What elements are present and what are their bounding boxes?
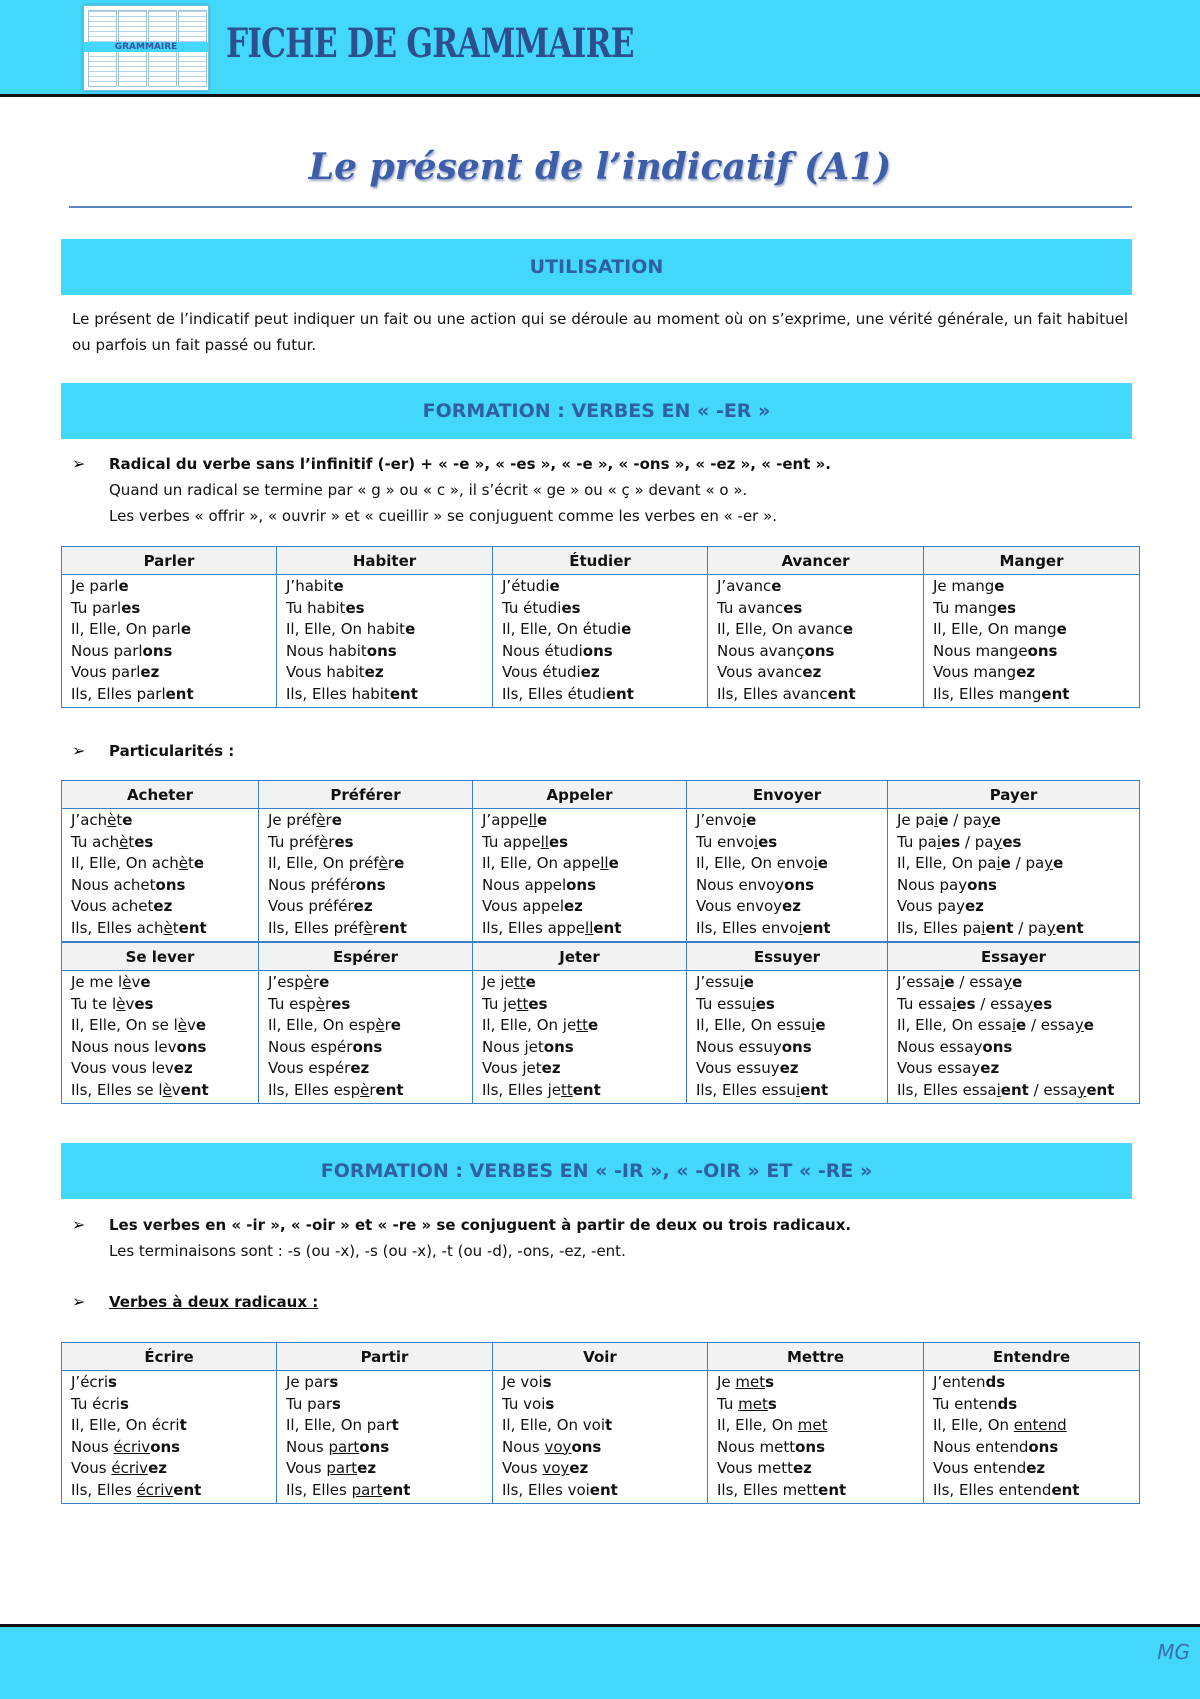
conjugation-line: Vous espérez xyxy=(268,1059,370,1078)
section-heading-er xyxy=(61,383,1132,439)
table-header-row xyxy=(62,1343,1140,1371)
conjugation-line: Nous mangeons xyxy=(933,641,1058,660)
conjugation-line: Je me lève xyxy=(71,973,151,991)
utilisation-text: Le présent de l’indicatif peut indiquer un fait ou une action qui se déroule au moment où on s’exprime, une vérité générale, un fait habituel ou parfois un fait passé ou futur. xyxy=(72,310,1128,354)
verb-header: Essuyer xyxy=(687,943,888,971)
conjugation-line: Ils, Elles parlent xyxy=(71,684,194,703)
verb-header: Habiter xyxy=(277,547,493,575)
ir-rule: Les verbes en « -ir », « -oir » et « -re » se conjuguent à partir de deux ou trois radicaux. xyxy=(109,1216,852,1234)
conjugation-cell xyxy=(493,575,708,708)
er-rule-bullet xyxy=(72,451,1132,531)
conjugation-line: Vous essuyez xyxy=(696,1059,799,1078)
verb-header: Voir xyxy=(493,1343,708,1371)
verb-header: Entendre xyxy=(924,1343,1140,1371)
conjugation-line: Vous préférez xyxy=(268,897,373,916)
conjugation-cell xyxy=(62,575,277,708)
conjugation-line: Il, Elle, On se lève xyxy=(71,1016,207,1035)
er-note-2: Les verbes « offrir », « ouvrir » et « cueillir » se conjuguent comme les verbes en « -er ». xyxy=(109,507,778,525)
author-initials: MG xyxy=(1157,1640,1190,1664)
conjugation-line: Je mange xyxy=(933,577,1005,595)
conjugation-line: Tu préfères xyxy=(268,832,354,851)
conjugation-cell xyxy=(259,809,473,942)
conjugation-line: Tu paies / payes xyxy=(897,832,1022,851)
conjugation-line: Tu habites xyxy=(286,598,365,617)
conjugation-cell xyxy=(924,575,1140,708)
conjugation-cell xyxy=(62,1371,277,1504)
conjugation-line: Nous habitons xyxy=(286,641,397,660)
thumbnail-label: GRAMMAIRE xyxy=(114,42,178,52)
conjugation-line: Il, Elle, On appelle xyxy=(482,854,619,873)
conjugation-line: Ils, Elles envoient xyxy=(696,918,831,937)
conjugation-line: Il, Elle, On essaie / essaye xyxy=(897,1016,1094,1035)
conjugation-line: Ils, Elles paient / payent xyxy=(897,918,1084,937)
conjugation-line: Il, Elle, On habite xyxy=(286,620,416,639)
conjugation-line: Il, Elle, On écrit xyxy=(71,1416,187,1435)
conjugation-line: Vous appelez xyxy=(482,897,583,916)
conjugation-cell xyxy=(493,1371,708,1504)
conjugation-line: Tu espères xyxy=(268,994,351,1013)
footer-bar xyxy=(0,1624,1200,1699)
conjugation-cell xyxy=(924,1371,1140,1504)
conjugation-line: Il, Elle, On mange xyxy=(933,620,1067,639)
conjugation-line: Nous achetons xyxy=(71,875,186,894)
conjugation-line: Je paie / paye xyxy=(897,811,1001,829)
conjugation-line: J’écris xyxy=(71,1373,117,1391)
conjugation-line: Je jette xyxy=(482,973,536,991)
page-title: Le présent de l’indicatif (A1) xyxy=(308,146,892,188)
conjugation-cell xyxy=(888,809,1140,942)
verb-header: Étudier xyxy=(493,547,708,575)
table-body-row xyxy=(62,575,1140,708)
conjugation-line: J’appelle xyxy=(482,811,548,829)
conjugation-line: Nous mettons xyxy=(717,1437,826,1456)
conjugation-line: Tu vois xyxy=(502,1394,555,1413)
conjugation-line: Vous jetez xyxy=(482,1059,561,1078)
conjugation-line: Tu entends xyxy=(933,1394,1018,1413)
section-heading-text: UTILISATION xyxy=(529,256,664,278)
conjugation-line: Tu parles xyxy=(71,598,141,617)
conjugation-cell xyxy=(687,971,888,1104)
conjugation-line: Nous essayons xyxy=(897,1037,1013,1056)
conjugation-line: Vous achetez xyxy=(71,897,173,916)
conjugation-line: Vous essayez xyxy=(897,1059,1000,1078)
ir-rule-bullet xyxy=(72,1212,1132,1266)
particularites-label: Particularités : xyxy=(109,742,235,760)
conjugation-line: J’achète xyxy=(71,811,133,829)
conjugation-cell xyxy=(62,809,259,942)
conjugation-line: Il, Elle, On voit xyxy=(502,1416,613,1435)
regular-verbs-table xyxy=(61,546,1140,708)
conjugation-line: Ils, Elles achètent xyxy=(71,918,207,937)
conjugation-line: Vous étudiez xyxy=(502,663,600,682)
conjugation-line: Tu appelles xyxy=(482,832,569,851)
particular-verbs-table-1 xyxy=(61,780,1140,942)
conjugation-line: Vous avancez xyxy=(717,663,822,682)
conjugation-line: Ils, Elles essuient xyxy=(696,1080,829,1099)
verb-header: Acheter xyxy=(62,781,259,809)
conjugation-line: Ils, Elles se lèvent xyxy=(71,1080,209,1099)
arrow-bullet-icon: ➢ xyxy=(72,741,86,760)
conjugation-cell xyxy=(708,1371,924,1504)
conjugation-line: Ils, Elles essaient / essayent xyxy=(897,1080,1115,1099)
conjugation-line: Tu mets xyxy=(717,1394,777,1413)
conjugation-line: Tu essuies xyxy=(696,994,775,1013)
conjugation-line: Il, Elle, On paie / paye xyxy=(897,854,1064,873)
conjugation-line: Tu achètes xyxy=(71,832,154,851)
conjugation-line: Ils, Elles étudient xyxy=(502,684,634,703)
verb-header: Appeler xyxy=(473,781,687,809)
verb-header: Payer xyxy=(888,781,1140,809)
conjugation-cell xyxy=(687,809,888,942)
verb-header: Essayer xyxy=(888,943,1140,971)
conjugation-cell xyxy=(259,971,473,1104)
conjugation-line: Ils, Elles jettent xyxy=(482,1080,601,1099)
verb-header: Écrire xyxy=(62,1343,277,1371)
arrow-bullet-icon: ➢ xyxy=(72,454,86,473)
arrow-bullet-icon: ➢ xyxy=(72,1215,86,1234)
conjugation-line: Tu te lèves xyxy=(71,994,154,1013)
conjugation-line: Il, Elle, On essuie xyxy=(696,1016,826,1035)
table-body-row xyxy=(62,809,1140,942)
conjugation-line: Nous envoyons xyxy=(696,875,815,894)
conjugation-line: Ils, Elles mettent xyxy=(717,1480,847,1499)
conjugation-line: Vous mettez xyxy=(717,1459,812,1478)
conjugation-line: Ils, Elles préfèrent xyxy=(268,918,407,937)
section-heading-text: FORMATION : VERBES EN « -IR », « -OIR » ET « -RE » xyxy=(320,1160,873,1182)
conjugation-line: Vous parlez xyxy=(71,663,160,682)
conjugation-line: Il, Elle, On jette xyxy=(482,1016,599,1035)
conjugation-cell xyxy=(888,971,1140,1104)
particular-verbs-table-2 xyxy=(61,942,1140,1104)
verb-header: Partir xyxy=(277,1343,493,1371)
conjugation-line: J’essaie / essaye xyxy=(897,973,1023,991)
title-divider xyxy=(69,206,1132,208)
conjugation-line: Nous espérons xyxy=(268,1037,383,1056)
verb-header: Mettre xyxy=(708,1343,924,1371)
conjugation-line: Il, Elle, On préfère xyxy=(268,854,405,873)
conjugation-line: Nous étudions xyxy=(502,641,613,660)
app-title: FICHE DE GRAMMAIRE xyxy=(226,20,634,67)
er-rule-endings: (-er) + « -e », « -es », « -e », « -ons », « -ez », « -ent ». xyxy=(372,455,832,473)
conjugation-cell xyxy=(473,971,687,1104)
conjugation-line: Vous entendez xyxy=(933,1459,1046,1478)
conjugation-cell xyxy=(473,809,687,942)
conjugation-line: Ils, Elles appellent xyxy=(482,918,622,937)
conjugation-line: Tu pars xyxy=(286,1394,341,1413)
conjugation-line: Ils, Elles mangent xyxy=(933,684,1070,703)
conjugation-line: Il, Elle, On envoie xyxy=(696,854,828,873)
conjugation-cell xyxy=(277,575,493,708)
conjugation-line: Ils, Elles avancent xyxy=(717,684,856,703)
verb-header: Se lever xyxy=(62,943,259,971)
conjugation-line: Il, Elle, On avance xyxy=(717,620,853,639)
er-note-1: Quand un radical se termine par « g » ou « c », il s’écrit « ge » ou « ç » devant « o ». xyxy=(109,481,748,499)
section-heading-ir xyxy=(61,1143,1132,1199)
section-heading-text: FORMATION : VERBES EN « -ER » xyxy=(422,400,771,422)
verb-header: Préférer xyxy=(259,781,473,809)
verb-header: Espérer xyxy=(259,943,473,971)
table-header-row xyxy=(62,547,1140,575)
table-body-row xyxy=(62,1371,1140,1504)
two-stems-bullet xyxy=(72,1289,1132,1315)
conjugation-line: Je mets xyxy=(717,1373,775,1391)
conjugation-line: Vous voyez xyxy=(502,1459,589,1478)
two-stem-verbs-table xyxy=(61,1342,1140,1504)
verb-header: Envoyer xyxy=(687,781,888,809)
worksheet-thumbnail-icon xyxy=(83,5,209,91)
conjugation-line: Ils, Elles espèrent xyxy=(268,1080,404,1099)
conjugation-line: J’habite xyxy=(286,577,344,595)
conjugation-line: Tu étudies xyxy=(502,598,581,617)
conjugation-line: Vous partez xyxy=(286,1459,377,1478)
conjugation-cell xyxy=(708,575,924,708)
conjugation-line: Tu essaies / essayes xyxy=(897,994,1053,1013)
er-rule-label: Radical du verbe sans l’infinitif xyxy=(109,455,373,473)
conjugation-line: Il, Elle, On part xyxy=(286,1416,399,1435)
ir-terminaisons: Les terminaisons sont : -s (ou -x), -s (ou -x), -t (ou -d), -ons, -ez, -ent. xyxy=(109,1242,626,1260)
conjugation-line: Ils, Elles entendent xyxy=(933,1480,1080,1499)
conjugation-line: Nous écrivons xyxy=(71,1437,181,1456)
conjugation-line: Ils, Elles partent xyxy=(286,1480,411,1499)
table-header-row xyxy=(62,781,1140,809)
conjugation-line: Tu jettes xyxy=(482,994,548,1013)
conjugation-line: Nous entendons xyxy=(933,1437,1059,1456)
conjugation-line: Vous envoyez xyxy=(696,897,801,916)
conjugation-line: Il, Elle, On espère xyxy=(268,1016,401,1035)
conjugation-line: Nous parlons xyxy=(71,641,173,660)
conjugation-line: Vous mangez xyxy=(933,663,1036,682)
conjugation-line: Je préfère xyxy=(268,811,342,829)
conjugation-line: Nous avançons xyxy=(717,641,835,660)
conjugation-line: Tu manges xyxy=(933,598,1017,617)
section-heading-utilisation xyxy=(61,239,1132,295)
conjugation-line: Vous écrivez xyxy=(71,1459,167,1478)
conjugation-line: Nous nous levons xyxy=(71,1037,207,1056)
verb-header: Parler xyxy=(62,547,277,575)
conjugation-line: Nous voyons xyxy=(502,1437,602,1456)
conjugation-line: J’étudie xyxy=(502,577,560,595)
verb-header: Avancer xyxy=(708,547,924,575)
conjugation-line: J’entends xyxy=(933,1373,1006,1391)
conjugation-line: Nous partons xyxy=(286,1437,390,1456)
conjugation-line: Je parle xyxy=(71,577,129,595)
particularites-bullet xyxy=(72,738,1132,764)
conjugation-line: Nous payons xyxy=(897,875,997,894)
conjugation-line: J’envoie xyxy=(696,811,757,829)
conjugation-line: Vous vous levez xyxy=(71,1059,193,1078)
conjugation-line: Nous essuyons xyxy=(696,1037,812,1056)
conjugation-line: Ils, Elles habitent xyxy=(286,684,418,703)
conjugation-line: J’essuie xyxy=(696,973,754,991)
conjugation-line: Tu écris xyxy=(71,1394,129,1413)
conjugation-line: Ils, Elles écrivent xyxy=(71,1480,202,1499)
conjugation-cell xyxy=(277,1371,493,1504)
conjugation-line: Il, Elle, On entend xyxy=(933,1416,1067,1435)
conjugation-line: Tu avances xyxy=(717,598,803,617)
conjugation-line: Il, Elle, On achète xyxy=(71,854,205,873)
arrow-bullet-icon: ➢ xyxy=(72,1292,86,1311)
verb-header: Manger xyxy=(924,547,1140,575)
conjugation-line: Nous préférons xyxy=(268,875,386,894)
conjugation-cell xyxy=(62,971,259,1104)
conjugation-line: Il, Elle, On étudie xyxy=(502,620,632,639)
conjugation-line: Il, Elle, On parle xyxy=(71,620,192,639)
conjugation-line: Je pars xyxy=(286,1373,339,1391)
conjugation-line: Vous payez xyxy=(897,897,984,916)
table-header-row xyxy=(62,943,1140,971)
conjugation-line: Nous appelons xyxy=(482,875,597,894)
conjugation-line: Tu envoies xyxy=(696,832,778,851)
verb-header: Jeter xyxy=(473,943,687,971)
conjugation-line: Ils, Elles voient xyxy=(502,1480,618,1499)
conjugation-line: J’avance xyxy=(717,577,782,595)
conjugation-line: Il, Elle, On met xyxy=(717,1416,828,1435)
table-body-row xyxy=(62,971,1140,1104)
conjugation-line: Je vois xyxy=(502,1373,552,1391)
conjugation-line: Nous jetons xyxy=(482,1037,574,1056)
conjugation-line: J’espère xyxy=(268,973,330,991)
two-stems-label: Verbes à deux radicaux : xyxy=(109,1293,319,1311)
conjugation-line: Vous habitez xyxy=(286,663,384,682)
